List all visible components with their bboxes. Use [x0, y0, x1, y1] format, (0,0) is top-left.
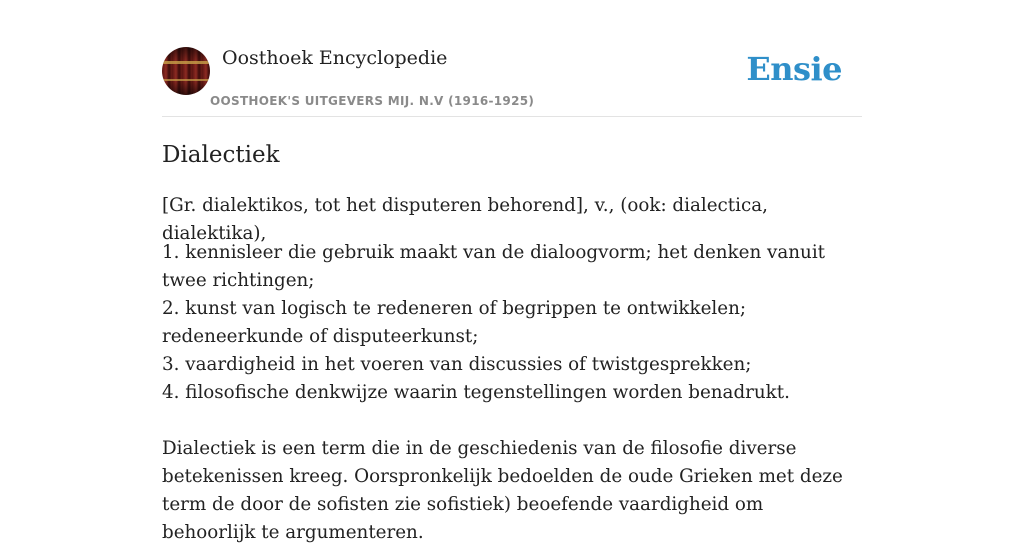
page	[162, 0, 862, 543]
ensie-logo[interactable]: Ensie	[746, 50, 842, 88]
definition-item: 1. kennisleer die gebruik maakt van de dialoogvorm; het denken vanuit twee richtingen;	[162, 242, 826, 291]
definition-item: 2. kunst van logisch te redeneren of begrippen te ontwikkelen; redeneerkunde of disputeerkunst;	[162, 298, 747, 347]
definition-item: 3. vaardigheid in het voeren van discussies of twistgesprekken;	[162, 354, 752, 375]
definition-item: 4. filosofische denkwijze waarin tegenstellingen worden benadrukt.	[162, 382, 790, 403]
site-title[interactable]: Oosthoek Encyclopedie	[222, 47, 448, 69]
site-header	[162, 0, 862, 117]
publisher-label: OOSTHOEK'S UITGEVERS MIJ. N.V (1916-1925)	[210, 94, 535, 108]
etymology: [Gr. dialektikos, tot het disputeren behorend], v., (ook: dialectica, dialektika),	[162, 195, 768, 244]
definition-list	[162, 239, 862, 407]
body-paragraph: Dialectiek is een term die in de geschiedenis van de filosofie diverse betekenissen kreeg. Oorspronkelijk bedoelden de oude Grieken met deze term de door de sofisten zie sofistiek) beoefende vaardigheid om behoorlijk te argumenteren.	[162, 438, 843, 543]
encyclopedia-books-icon[interactable]	[162, 47, 210, 95]
page-title: Dialectiek	[162, 142, 280, 168]
